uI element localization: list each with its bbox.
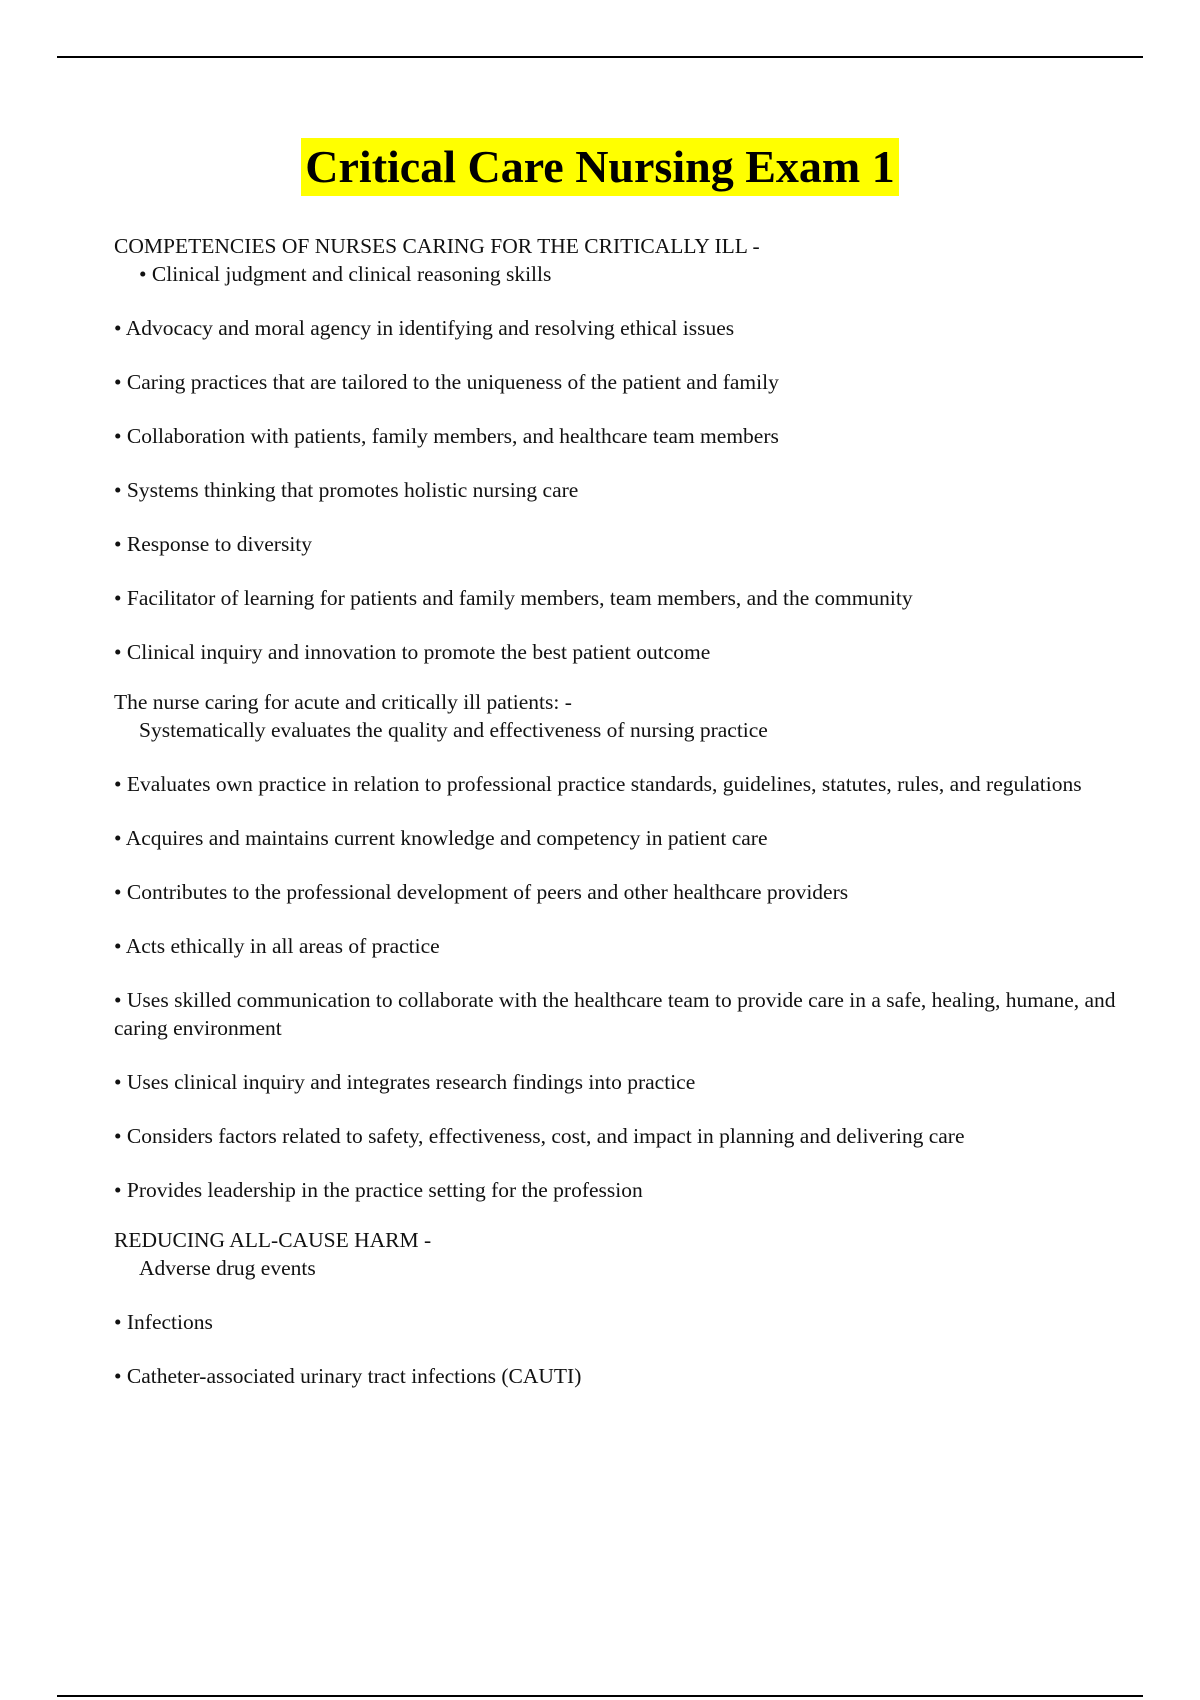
answer-item: • Collaboration with patients, family members, and healthcare team members [114,424,779,448]
answer-item: • Clinical inquiry and innovation to promote the best patient outcome [114,640,711,664]
qa-section-reducing-harm [114,1226,1124,1390]
answer-item: • Systems thinking that promotes holistic nursing care [114,478,579,502]
answer-item: • Uses clinical inquiry and integrates research findings into practice [114,1070,696,1094]
answer-item: • Acts ethically in all areas of practice [114,934,440,958]
qa-section-nurse-caring [114,688,1124,1204]
answer-item: • Acquires and maintains current knowledge and competency in patient care [114,826,768,850]
answer-item: • Facilitator of learning for patients and family members, team members, and the community [114,586,913,610]
answer-item: • Response to diversity [114,532,313,556]
answer-first-line: Systematically evaluates the quality and effectiveness of nursing practice [139,718,768,742]
top-divider [57,56,1143,58]
answer-item: • Infections [114,1310,213,1334]
answer-first-line: • Clinical judgment and clinical reasoning skills [139,262,552,286]
question-heading: COMPETENCIES OF NURSES CARING FOR THE CRITICALLY ILL - [114,234,760,258]
answer-item: • Caring practices that are tailored to the uniqueness of the patient and family [114,370,779,394]
bottom-divider [57,1695,1143,1697]
answer-item: • Evaluates own practice in relation to professional practice standards, guidelines, statutes, rules, and regulations [114,772,1082,796]
answer-item: • Considers factors related to safety, effectiveness, cost, and impact in planning and delivering care [114,1124,965,1148]
question-heading: The nurse caring for acute and critically ill patients: - [114,690,572,714]
question-heading: REDUCING ALL-CAUSE HARM - [114,1228,432,1252]
title-container [0,138,1200,196]
answer-item: • Advocacy and moral agency in identifying and resolving ethical issues [114,316,735,340]
answer-item: • Uses skilled communication to collaborate with the healthcare team to provide care in a safe, healing, humane, and caring environment [114,988,1116,1040]
answer-first-line: Adverse drug events [139,1256,316,1280]
document-title: Critical Care Nursing Exam 1 [301,138,898,196]
answer-item: • Catheter-associated urinary tract infections (CAUTI) [114,1364,582,1388]
answer-item: • Provides leadership in the practice setting for the profession [114,1178,643,1202]
document-body [114,232,1124,1412]
answer-item: • Contributes to the professional development of peers and other healthcare providers [114,880,849,904]
qa-section-competencies [114,232,1124,666]
